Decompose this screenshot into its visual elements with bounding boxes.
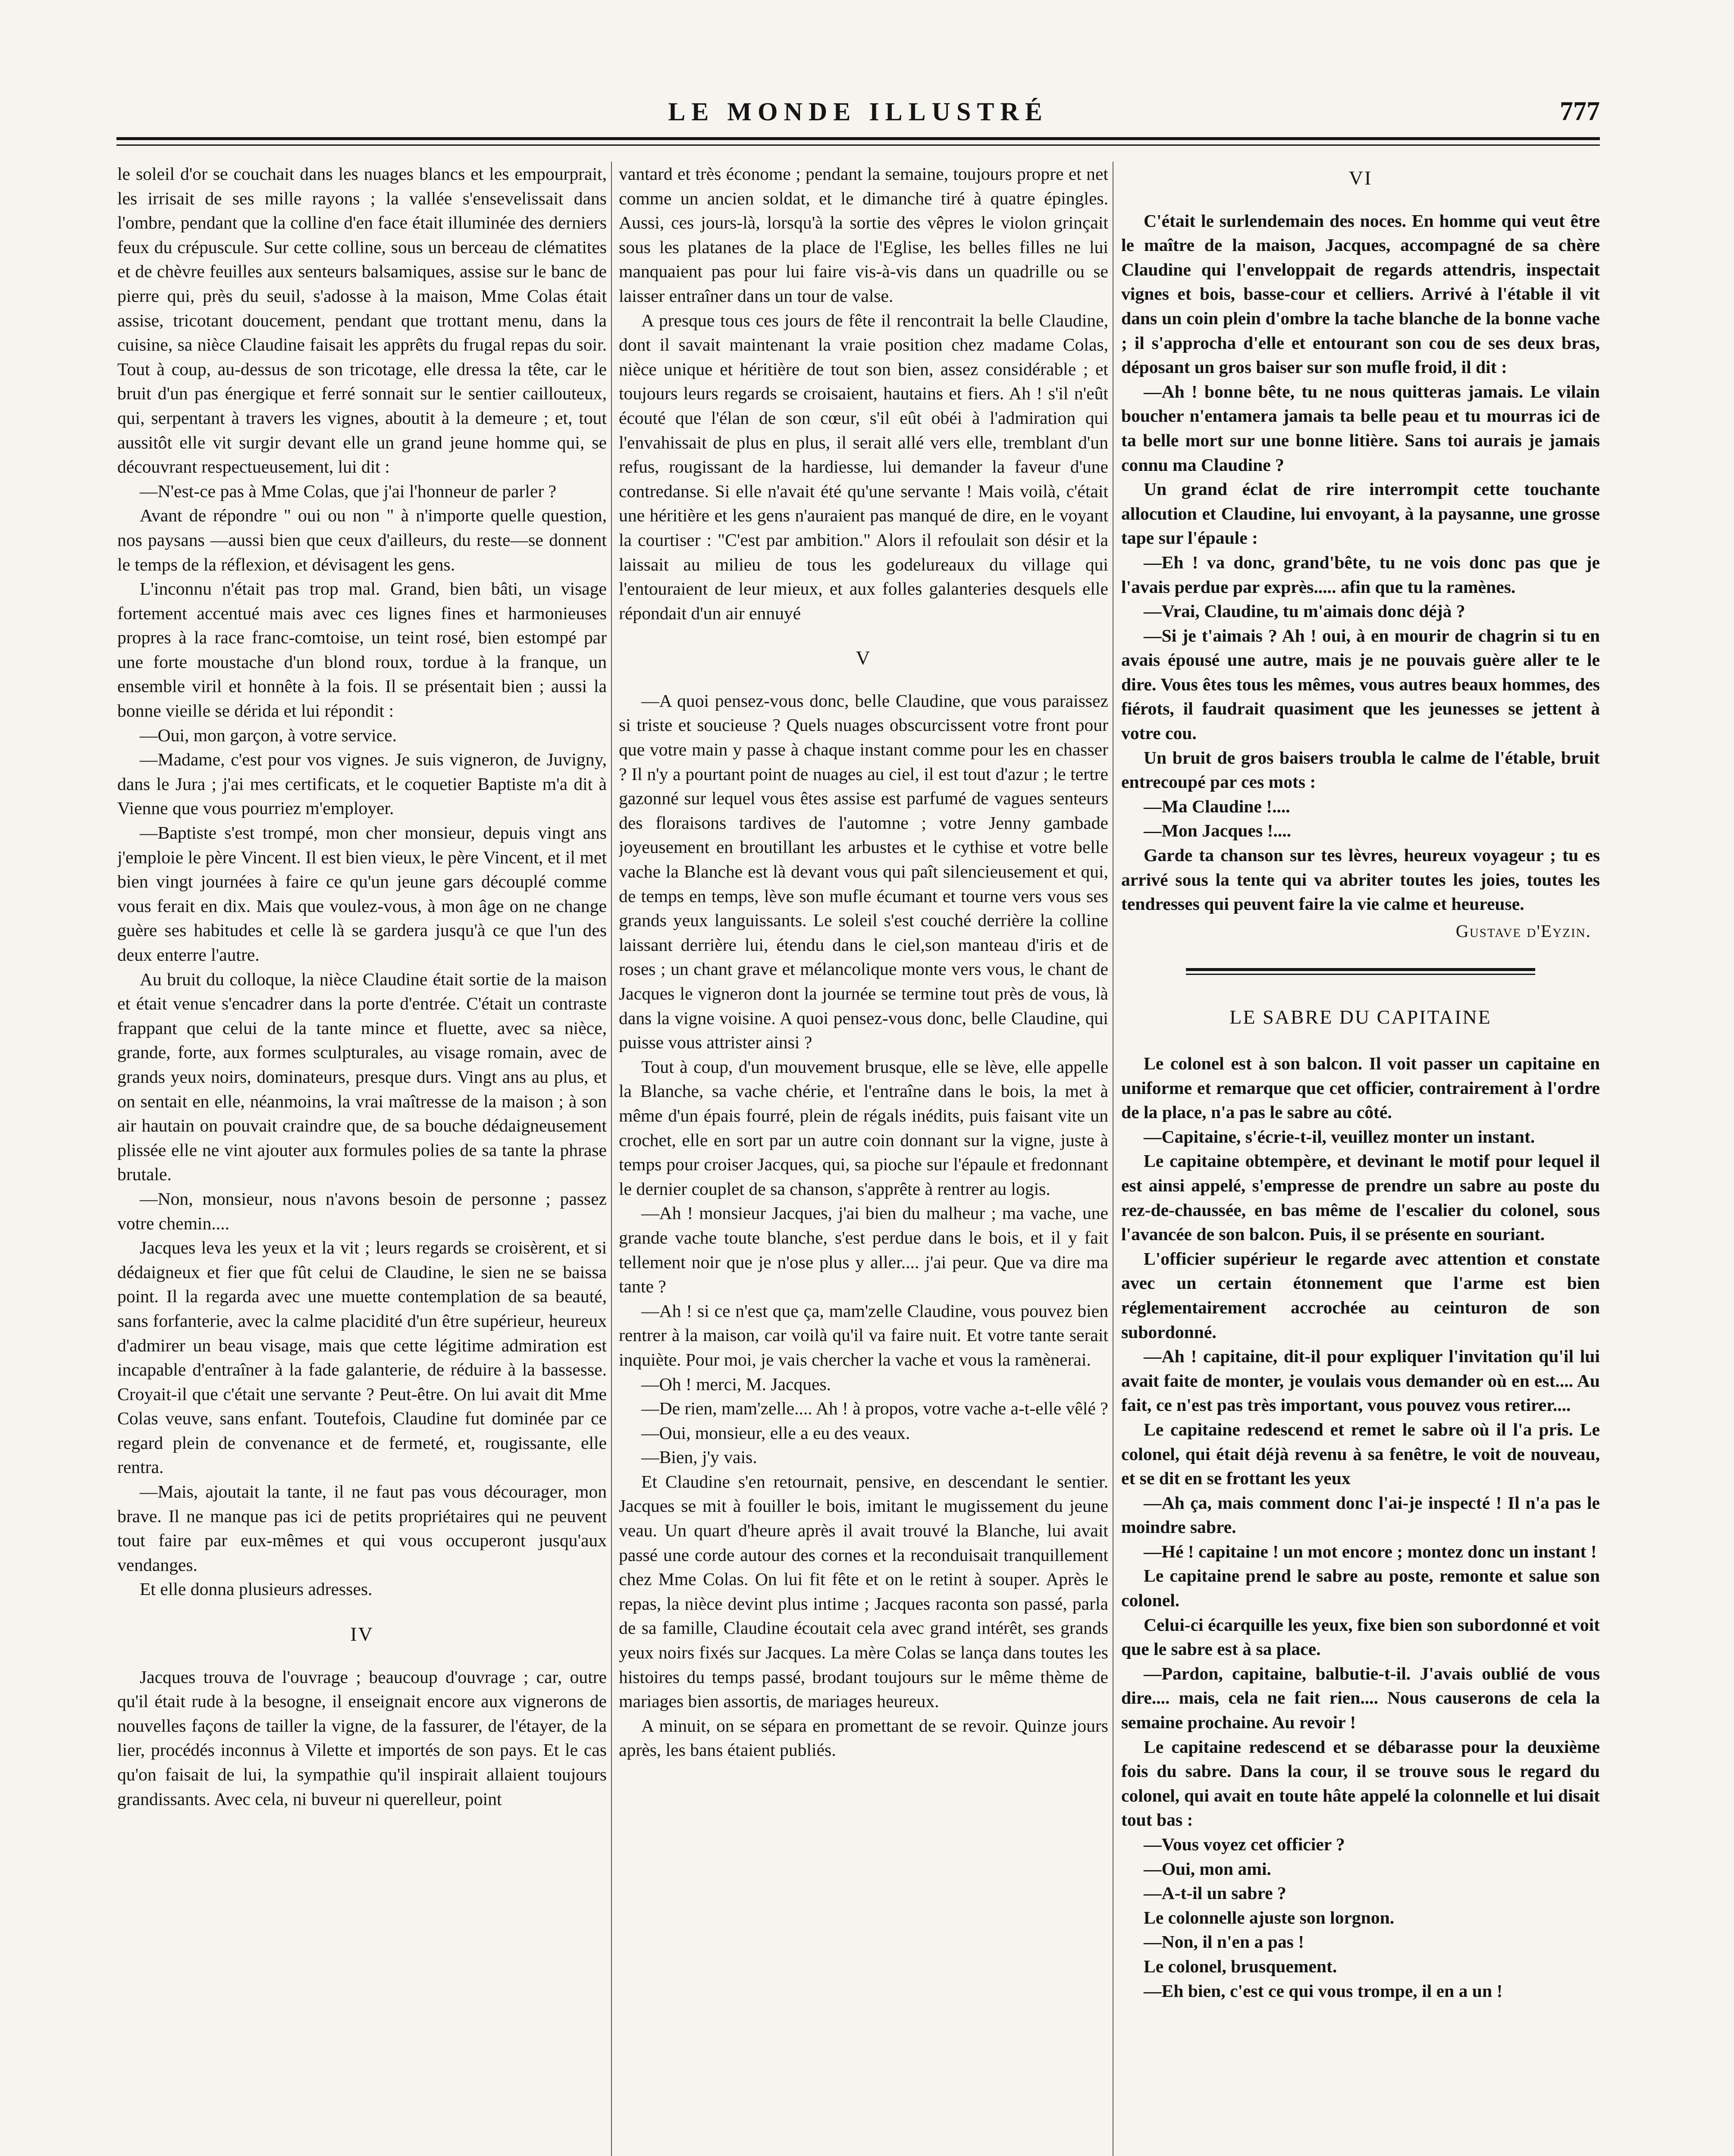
- paragraph: —Vrai, Claudine, tu m'aimais donc déjà ?: [1144, 601, 1465, 621]
- paragraph: Un grand éclat de rire interrompit cette touchante allocution et Claudine, lui envoyant, à la paysanne, une grosse tape sur l'épaule :: [1121, 479, 1600, 548]
- header-rule: [116, 137, 1600, 146]
- paragraph: le soleil d'or se couchait dans les nuages blancs et les empourprait, les irrisait de ses mille rayons ; la vallée s'ensevelissait dans l'ombre, pendant que la colline d'en face était illuminée des derniers feux du crépuscule. Sur cette colline, sous un berceau de clématites et de chèvre feuilles aux senteurs balsamiques, assise sur le banc de pierre qui, près du seuil, s'adosse à la maison, Mme Colas était assise, tricotant doucement, pendant que trottant menu, dans la cuisine, sa nièce Claudine faisait les apprêts du frugal repas du soir. Tout à coup, au-dessus de son tricotage, elle dressa la tête, car le bruit d'un pas énergique et ferré sonnait sur le sentier caillouteux, qui, serpentant à travers les vignes, aboutit à la demeure ; et, tout aussitôt elle vit surgir devant elle un grand jeune homme qui, se découvrant respectueusement, lui dit :: [117, 164, 607, 477]
- paragraph: —Oh ! merci, M. Jacques.: [641, 1374, 831, 1394]
- paragraph: Celui-ci écarquille les yeux, fixe bien son subordonné et voit que le sabre est à sa place.: [1121, 1614, 1600, 1659]
- publication-title: LE MONDE ILLUSTRÉ: [668, 97, 1048, 126]
- paragraph: —N'est-ce pas à Mme Colas, que j'ai l'honneur de parler ?: [140, 481, 557, 501]
- story-ending: [1121, 209, 1600, 916]
- section-heading: VI: [1348, 167, 1373, 189]
- paragraph: —Ah ! si ce n'est que ça, mam'zelle Claudine, vous pouvez bien rentrer à la maison, car voilà qu'il va faire nuit. Et votre tante serait inquiète. Pour moi, je vais chercher la vache et vous la ramènerai.: [619, 1300, 1108, 1369]
- paragraph: —Oui, mon ami.: [1144, 1858, 1271, 1879]
- paragraph: Et Claudine s'en retournait, pensive, en descendant le sentier. Jacques se mit à fouiller le bois, imitant le mugissement du jeune veau. Un quart d'heure après il avait trouvé la Blanche, lui avait passé une corde autour des cornes et la reconduisait tranquillement chez Mme Colas. On lui fit fête et on le retint à souper. Après le repas, la nièce devint plus intime ; Jacques raconta son passé, parla de sa famille, Claudine écoutait cela avec grand intérêt, ses grands yeux noirs fixés sur Jacques. La mère Colas se lança dans toutes les histoires du temps passé, brodant toujours sur le même thème de mariages bien assortis, de mariages heureux.: [619, 1471, 1108, 1711]
- paragraph: Et elle donna plusieurs adresses.: [140, 1579, 373, 1599]
- paragraph: Avant de répondre " oui ou non " à n'importe quelle question, nos paysans —aussi bien que ceux d'ailleurs, du reste—se donnent le temps de la réflexion, et dévisagent les gens.: [117, 505, 607, 574]
- paragraph: Le capitaine prend le sabre au poste, remonte et salue son colonel.: [1121, 1566, 1600, 1611]
- paragraph: L'inconnu n'était pas trop mal. Grand, bien bâti, un visage fortement accentué mais avec ces lignes fines et harmonieuses propres à la race franc-comtoise, un teint rosé, bien estompé par une forte moustache d'un blond roux, tordue à la franque, un ensemble viril et honnête à la fois. Il se présentait bien ; aussi la bonne vieille se dérida et lui répondit :: [117, 579, 607, 721]
- paragraph: Le colonnelle ajuste son lorgnon.: [1144, 1907, 1395, 1927]
- paragraph: —Mon Jacques !....: [1144, 821, 1291, 841]
- page-number: 777: [1560, 97, 1600, 126]
- page-header: [116, 88, 1600, 132]
- article-body: [1121, 1051, 1600, 2003]
- paragraph: —Ah ça, mais comment donc l'ai-je inspecté ! Il n'a pas le moindre sabre.: [1121, 1492, 1600, 1537]
- paragraph: —Pardon, capitaine, balbutie-t-il. J'avais oublié de vous dire.... mais, cela ne fait rien.... Nous causerons de cela la semaine prochaine. Au revoir !: [1121, 1663, 1600, 1733]
- paragraph: Jacques trouva de l'ouvrage ; beaucoup d'ouvrage ; car, outre qu'il était rude à la besogne, il enseignait encore aux vignerons de nouvelles façons de tailler la vigne, de la fassurer, de l'étayer, de la lier, procédés inconnus à Vilette et importés de son pays. Et le cas qu'on faisait de lui, la sympathie qu'il inspirait allaient toujours grandissants. Avec cela, ni buveur ni querelleur, point: [117, 1667, 607, 1809]
- column-3: [1121, 162, 1600, 2156]
- paragraph: —Eh ! va donc, grand'bête, tu ne vois donc pas que je l'avais perdue par exprès..... afin que tu la ramènes.: [1121, 552, 1600, 597]
- paragraph: Un bruit de gros baisers troubla le calme de l'étable, bruit entrecoupé par ces mots :: [1121, 747, 1600, 792]
- paragraph: Le colonel, brusquement.: [1144, 1956, 1337, 1976]
- paragraph: Le capitaine redescend et se débarasse pour la deuxième fois du sabre. Dans la cour, il se trouve sous le regard du colonel, qui avait en toute hâte appelé la colonnelle et lui disait tout bas :: [1121, 1736, 1600, 1830]
- paragraph: Le capitaine obtempère, et devinant le motif pour lequel il est ainsi appelé, s'empresse de prendre un sabre au poste du rez-de-chaussée, en bas même de l'escalier du colonel, sous l'avancée de son balcon. Puis, il se présente en souriant.: [1121, 1151, 1600, 1244]
- column-1: [117, 162, 607, 2156]
- paragraph: —Ah ! monsieur Jacques, j'ai bien du malheur ; ma vache, une grande vache toute blanche, s'est perdue dans le bois, et il y fait tellement noir que je n'ose plus y aller.... j'ai peur. Que va dire ma tante ?: [619, 1203, 1108, 1297]
- paragraph: —Si je t'aimais ? Ah ! oui, à en mourir de chagrin si tu en avais épousé une autre, mais je ne pouvais guère aller te le dire. Vous êtes tous les mêmes, vous autres beaux hommes, des fiérots, il faudrait quasiment que les jeunesses se jettent à votre cou.: [1121, 625, 1600, 743]
- paragraph: Jacques leva les yeux et la vit ; leurs regards se croisèrent, et si dédaigneux et fier que fût celui de Claudine, le sien ne se baissa point. Il la regarda avec une muette contemplation de sa beauté, sans forfanterie, avec la calme placidité d'un être supérieur, heureux d'admirer un beau visage, mais que cette légitime admiration est incapable d'entraîner à la fade galanterie, de réduire à la bassesse. Croyait-il que c'était une servante ? Peut-être. On lui avait dit Mme Colas veuve, sans enfant. Toutefois, Claudine fut dominée par ce regard plein de convenance et de fermeté, et, rougissante, elle rentra.: [117, 1238, 607, 1477]
- paragraph: —Oui, mon garçon, à votre service.: [140, 725, 397, 745]
- paragraph: —Eh bien, c'est ce qui vous trompe, il en a un !: [1144, 1981, 1503, 2001]
- paragraph: —Bien, j'y vais.: [641, 1447, 757, 1467]
- paragraph: —Ma Claudine !....: [1144, 796, 1290, 816]
- paragraph: —Oui, monsieur, elle a eu des veaux.: [641, 1423, 910, 1443]
- author-signature: Gustave d'Eyzin.: [1455, 921, 1591, 941]
- paragraph: —Vous voyez cet officier ?: [1144, 1834, 1345, 1854]
- article-divider: [1186, 968, 1535, 975]
- column-2: [619, 162, 1108, 2156]
- paragraph: A minuit, on se sépara en promettant de se revoir. Quinze jours après, les bans étaient publiés.: [619, 1715, 1108, 1760]
- paragraph: Le capitaine redescend et remet le sabre où il l'a pris. Le colonel, qui était déjà revenu à sa fenêtre, le voit de nouveau, et se dit en se frottant les yeux: [1121, 1419, 1600, 1489]
- paragraph: L'officier supérieur le regarde avec attention et constate avec un certain étonnement que l'arme est bien réglementairement accrochée au ceinturon de son subordonné.: [1121, 1248, 1600, 1342]
- paragraph: Garde ta chanson sur tes lèvres, heureux voyageur ; tu es arrivé sous la tente qui va abriter toutes les joies, toutes les tendresses qui peuvent faire la vie calme et heureuse.: [1121, 845, 1600, 914]
- paragraph: —Non, monsieur, nous n'avons besoin de personne ; passez votre chemin....: [117, 1188, 607, 1233]
- paragraph: —Mais, ajoutait la tante, il ne faut pas vous décourager, mon brave. Il ne manque pas ici de petits propriétaires qui ne peuvent tout faire par eux-mêmes et qui vous occuperont jusqu'aux vendanges.: [117, 1482, 607, 1575]
- paragraph: Tout à coup, d'un mouvement brusque, elle se lève, elle appelle la Blanche, sa vache chérie, et l'entraîne dans le bois, la met à même d'un épais fourré, plein de régals inédits, puis faisant vite un crochet, elle en sort par un autre coin donnant sur la vigne, juste à temps pour croiser Jacques, qui, sa pioche sur l'épaule et fredonnant le dernier couplet de sa chanson, s'apprête à rentrer au logis.: [619, 1056, 1108, 1199]
- paragraph: —Ah ! capitaine, dit-il pour expliquer l'invitation qu'il lui avait faite de monter, je voulais vous demander où en est.... Au fait, ce n'est pas très important, vous pouvez vous retirer....: [1121, 1346, 1600, 1415]
- column-separator: [611, 162, 612, 2156]
- paragraph: —A-t-il un sabre ?: [1144, 1883, 1286, 1903]
- article-title: LE SABRE DU CAPITAINE: [1229, 1006, 1492, 1028]
- paragraph: —Ah ! bonne bête, tu ne nous quitteras jamais. Le vilain boucher n'entamera jamais ta belle peau et tu mourras ici de ta belle mort sur une bonne litière. Sans toi aurais je jamais connu ma Claudine ?: [1121, 381, 1600, 475]
- section-heading: IV: [350, 1623, 374, 1645]
- paragraph: Au bruit du colloque, la nièce Claudine était sortie de la maison et était venue s'encadrer dans la porte d'entrée. C'était un contraste frappant que celui de la tante mince et fluette, avec sa nièce, grande, forte, aux formes sculpturales, au visage romain, avec de grands yeux noirs, dominateurs, presque durs. Vingt ans au plus, et on sentait en elle, néanmoins, la vrai maîtresse de la maison ; à son air hautain on pouvait craindre que, de sa bouche dédaigneusement plissée elle ne vint ajouter aux formules polies de sa tante la phrase brutale.: [117, 969, 607, 1185]
- paragraph: vantard et très économe ; pendant la semaine, toujours propre et net comme un ancien soldat, et le dimanche tiré à quatre épingles. Aussi, ces jours-là, lorsqu'à la sortie des vêpres le violon grinçait sous les platanes de la place de l'Eglise, les belles filles ne lui manquaient pas pour lui faire vis-à-vis dans un quadrille ou se laisser entraîner dans un tour de valse.: [619, 164, 1108, 306]
- paragraph: —De rien, mam'zelle.... Ah ! à propos, votre vache a-t-elle vêlé ?: [641, 1398, 1108, 1419]
- paragraph: —Non, il n'en a pas !: [1144, 1932, 1304, 1952]
- paragraph: —Hé ! capitaine ! un mot encore ; montez donc un instant !: [1144, 1541, 1597, 1561]
- paragraph: A presque tous ces jours de fête il rencontrait la belle Claudine, dont il savait maintenant la vraie position chez madame Colas, nièce unique et héritière de tout son bien, assez considérable ; et toujours leurs regards se croisaient, hautains et fiers. Ah ! s'il n'eût écouté que l'élan de son cœur, s'il eût obéi à l'admiration qui l'envahissait de plus en plus, il serait allé vers elle, tremblant d'un refus, rougissant de la hardiesse, lui demander la faveur d'une contredanse. Si elle n'avait été qu'une servante ! Mais voilà, c'était une héritière et les gens n'auraient pas manqué de dire, en le voyant la courtiser : "C'est par ambition." Alors il refoulait son désir et la laissait au milieu de tous les godelureaux du village qui l'entouraient de leur mieux, et aux folles galanteries desquels elle répondait d'un air ennuyé: [619, 310, 1108, 623]
- section-heading: V: [856, 647, 872, 669]
- paragraph: —A quoi pensez-vous donc, belle Claudine, que vous paraissez si triste et soucieuse ? Quels nuages obscurcissent votre front pour que votre main y passe à chaque instant comme pour les en chasser ? Il n'y a pourtant point de nuages au ciel, il est tout d'azur ; le tertre gazonné sur lequel vous êtes assise est parfumé de vagues senteurs des floraisons tardives de l'automne ; votre Jenny gambade joyeusement en broutillant les arbustes et le cythise et votre belle vache la Blanche est là devant vous qui paît silencieusement et qui, de temps en temps, lève son mufle écumant et tourne vers vous ses grands yeux languissants. Le soleil s'est couché derrière la colline laissant derrière lui, étendu dans le ciel,son manteau d'iris et de roses ; un chant grave et mélancolique monte vers vous, le chant de Jacques le vigneron dont la journée se termine tout près de vous, là dans la vigne voisine. A quoi pensez-vous donc, belle Claudine, qui puisse vous attrister ainsi ?: [619, 690, 1108, 1053]
- paragraph: C'était le surlendemain des noces. En homme qui veut être le maître de la maison, Jacques, accompagné de sa chère Claudine qui l'enveloppait de regards attendris, inspectait vignes et bois, basse-cour et celliers. Arrivé à l'étable il vit dans un coin plein d'ombre la tache blanche de la bonne vache ; il s'approcha d'elle et entourant son cou de ses deux bras, déposant un gros baiser sur son mufle froid, il dit :: [1121, 210, 1600, 377]
- paragraph: Le colonel est à son balcon. Il voit passer un capitaine en uniforme et remarque que cet officier, contrairement à l'ordre de la place, n'a pas le sabre au côté.: [1121, 1053, 1600, 1122]
- paragraph: —Capitaine, s'écrie-t-il, veuillez monter un instant.: [1144, 1126, 1535, 1147]
- paragraph: —Baptiste s'est trompé, mon cher monsieur, depuis vingt ans j'emploie le père Vincent. Il est bien vieux, le père Vincent, et il met bien vingt journées à faire ce qu'un jeune gars découplé comme vous ferait en dix. Mais que voulez-vous, à mon âge on ne change guère ses habitudes et celle là se gardera jusqu'à ce que l'un des deux enterre l'autre.: [117, 823, 607, 965]
- paragraph: —Madame, c'est pour vos vignes. Je suis vigneron, de Juvigny, dans le Jura ; j'ai mes certificats, et le coquetier Baptiste m'a dit à Vienne que vous pourriez m'employer.: [117, 749, 607, 818]
